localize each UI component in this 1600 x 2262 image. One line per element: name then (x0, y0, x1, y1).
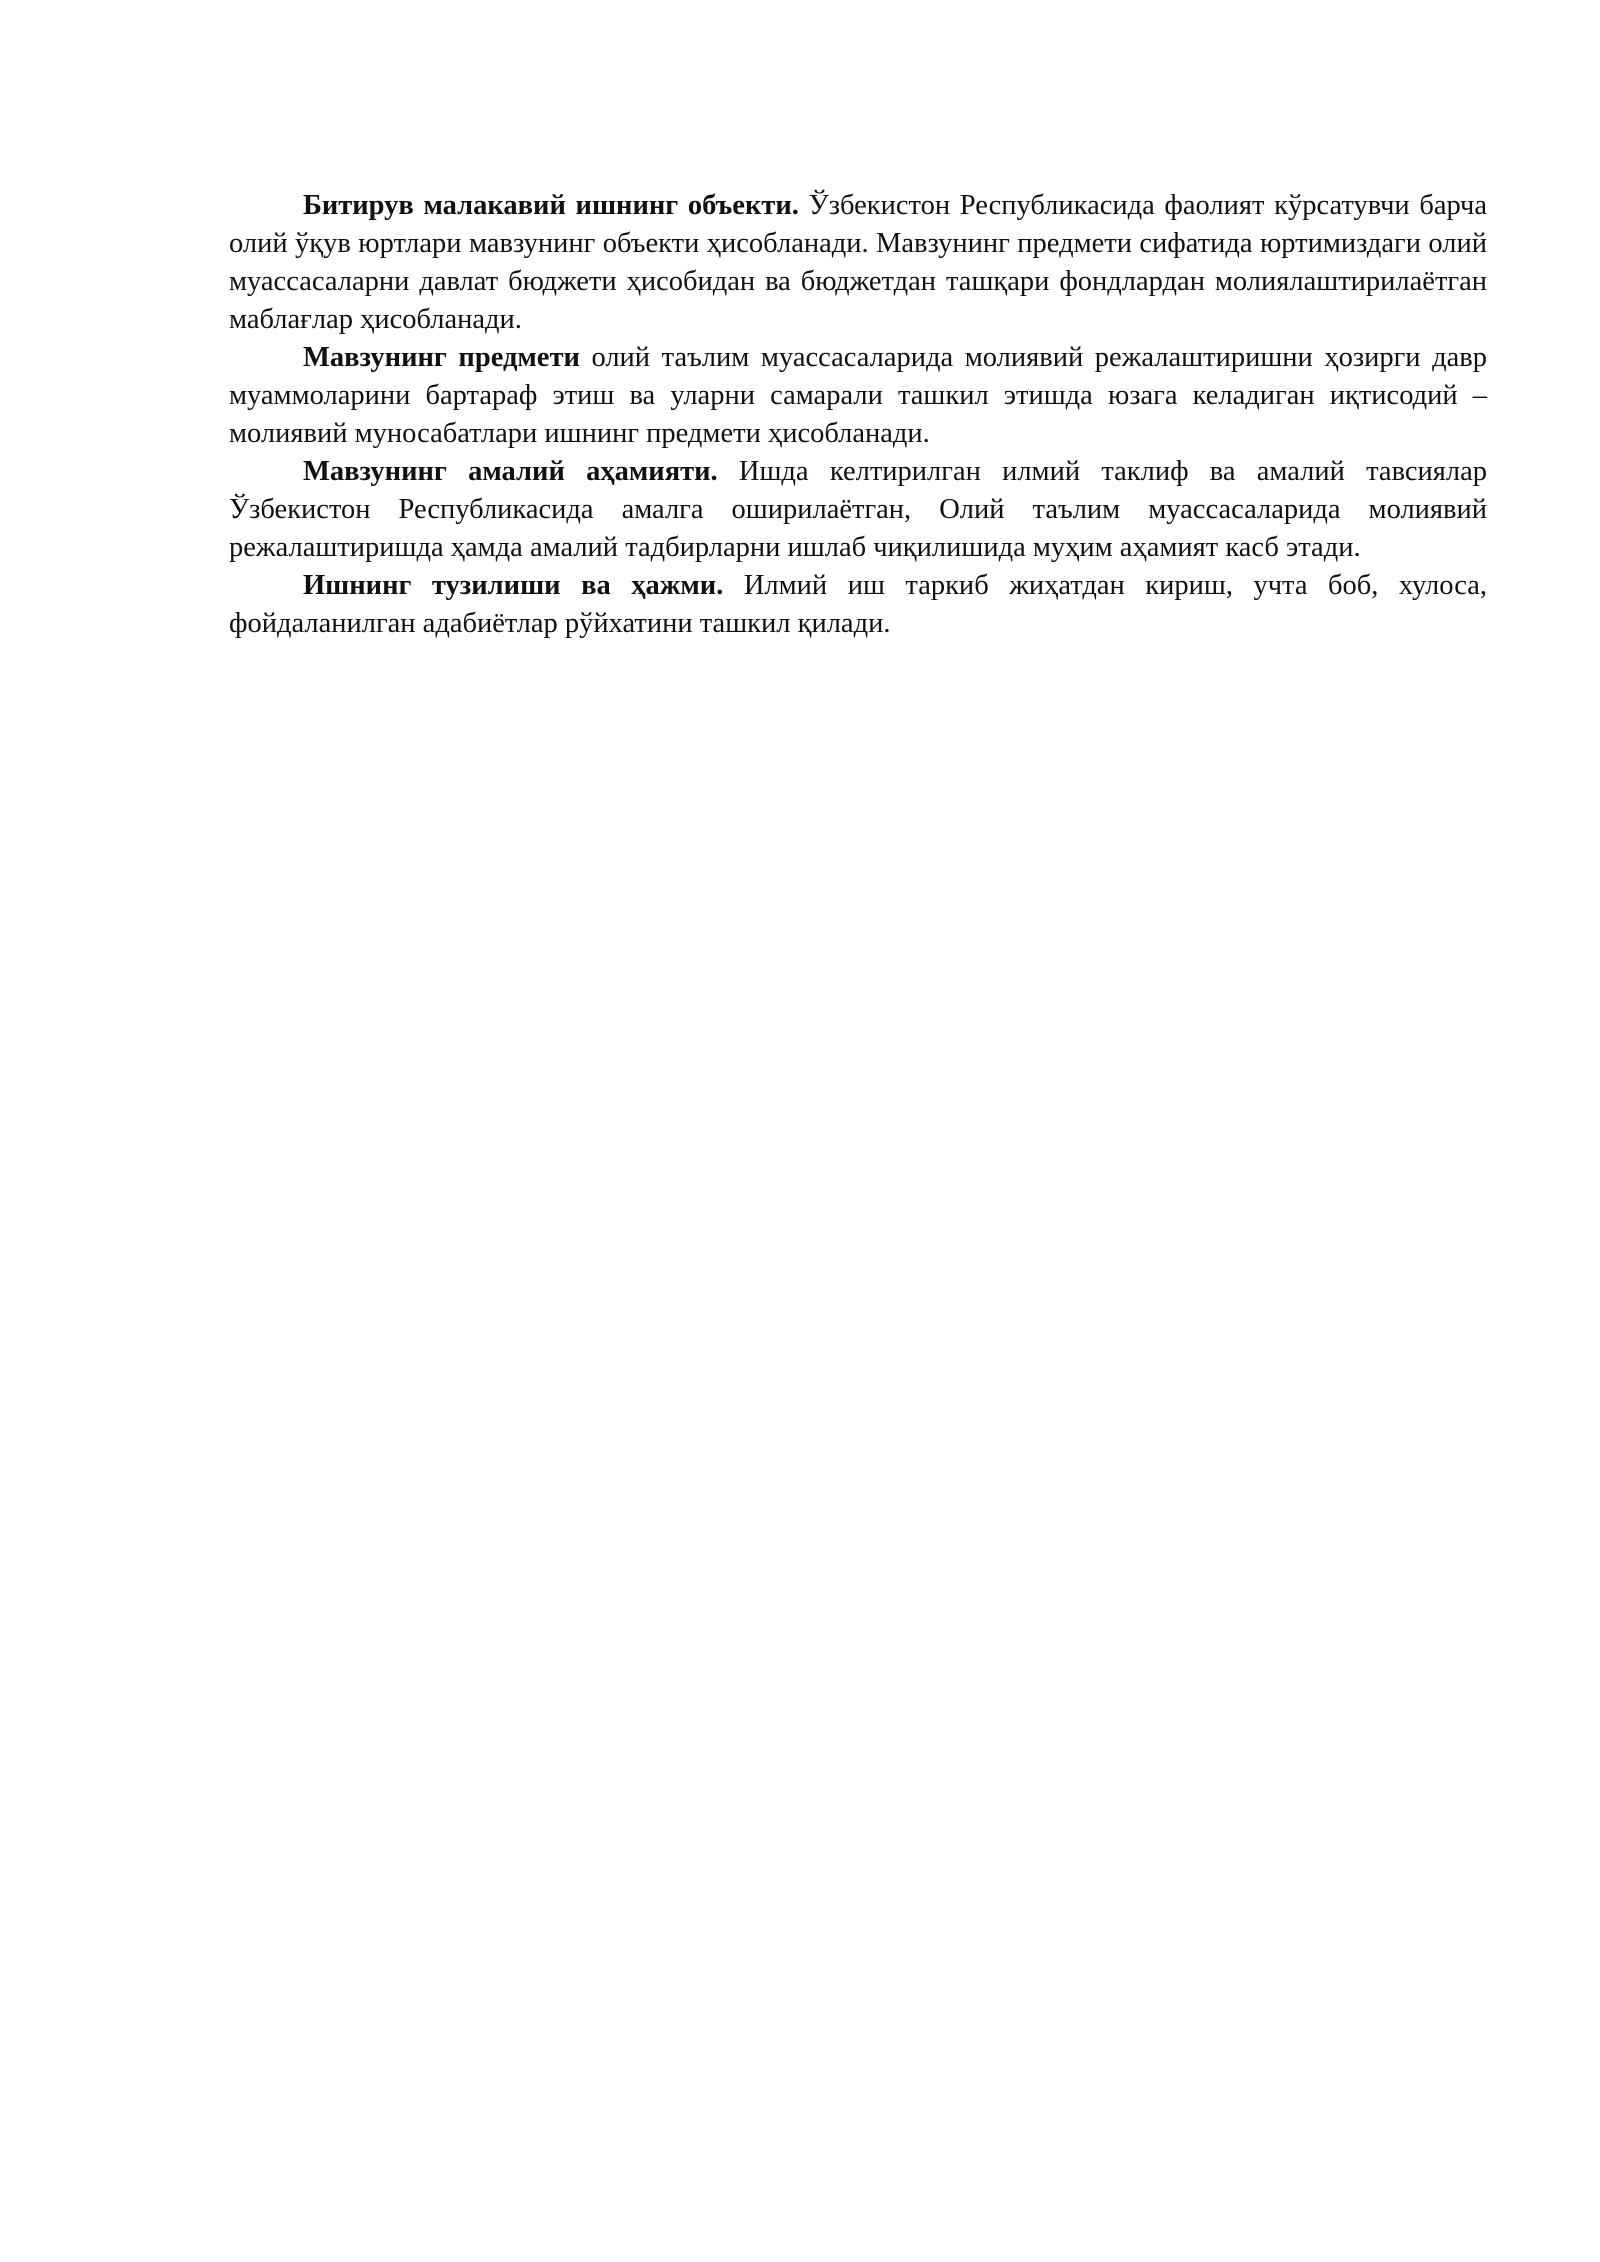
document-body (229, 187, 1487, 643)
paragraph-object (229, 187, 1487, 339)
paragraph-structure (229, 567, 1487, 643)
paragraph-heading: Мавзунинг амалий аҳамияти. (303, 456, 718, 487)
paragraph-text: Илмий иш таркиб жиҳатдан кириш, учта боб, хулоса, фойдаланилган адабиётлар рўйхатини ташкил қилади. (229, 570, 1487, 639)
paragraph-practical-value (229, 453, 1487, 567)
paragraph-subject (229, 339, 1487, 453)
paragraph-text: Ўзбекистон Республикасида фаолият кўрсатувчи барча олий ўқув юртлари мавзунинг объекти ҳисобланади. Мавзунинг предмети сифатида юртимиздаги олий муассасаларни давлат бюджети ҳисобидан ва бюджетдан ташқари фондлардан молиялаштирилаётган маблағлар ҳисобланади. (229, 190, 1487, 335)
paragraph-heading: Битирув малакавий ишнинг объекти. (303, 190, 799, 221)
paragraph-text: Ишда келтирилган илмий таклиф ва амалий тавсиялар Ўзбекистон Республикасида амалга оширилаётган, Олий таълим муассасаларида молиявий режалаштиришда ҳамда амалий тадбирларни ишлаб чиқилишида муҳим аҳамият касб этади. (229, 456, 1487, 563)
paragraph-text: олий таълим муассасаларида молиявий режалаштиришни ҳозирги давр муаммоларини бартараф этиш ва уларни самарали ташкил этишда юзага келадиган иқтисодий – молиявий муносабатлари ишнинг предмети ҳисобланади. (229, 342, 1487, 449)
paragraph-heading: Мавзунинг предмети (303, 342, 580, 373)
paragraph-heading: Ишнинг тузилиши ва ҳажми. (303, 570, 724, 601)
